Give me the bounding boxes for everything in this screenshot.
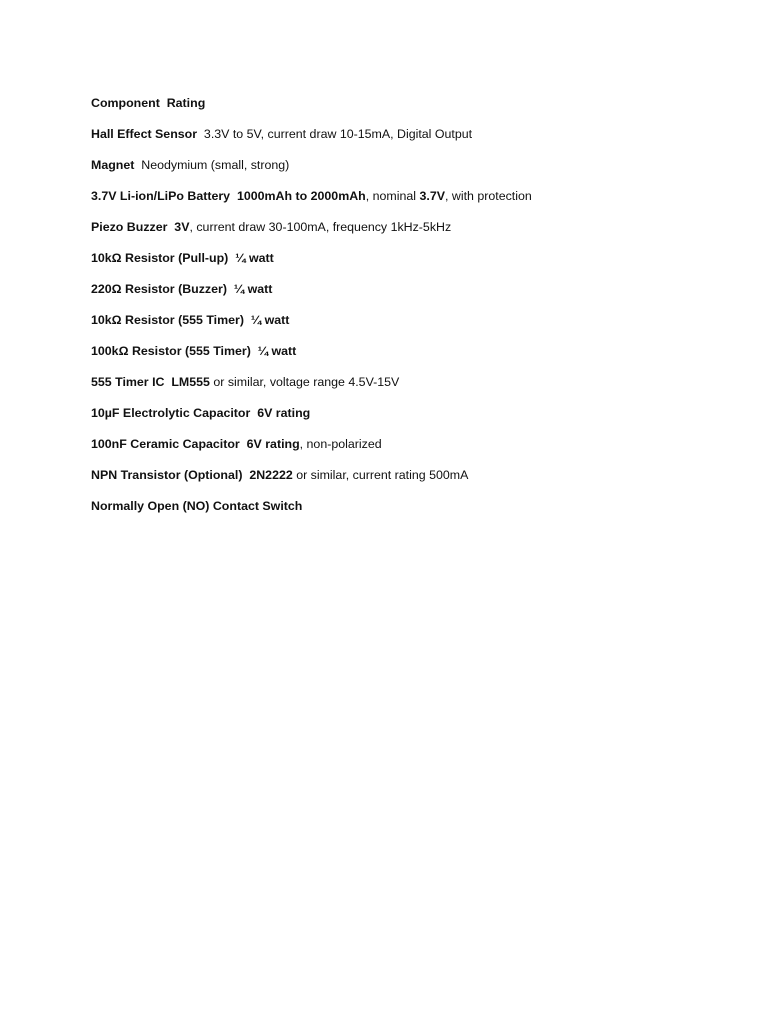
- bold-text-run: 10kΩ Resistor (555 Timer) ¼ watt: [91, 313, 290, 327]
- document-line: [91, 187, 711, 218]
- bold-text-run: Normally Open (NO) Contact Switch: [91, 499, 303, 513]
- text-run: , current draw 30-100mA, frequency 1kHz-5kHz: [189, 220, 452, 234]
- bold-text-run: Hall Effect Sensor: [91, 127, 198, 141]
- bold-text-run: NPN Transistor (Optional) 2N2222: [91, 468, 293, 482]
- bold-text-run: 100kΩ Resistor (555 Timer) ¼ watt: [91, 344, 297, 358]
- document-line: [91, 373, 711, 404]
- text-run: 3.3V to 5V, current draw 10-15mA, Digital Output: [197, 127, 473, 141]
- document-body: [91, 94, 711, 528]
- bold-text-run: Magnet: [91, 158, 135, 172]
- text-run: or similar, current rating 500mA: [292, 468, 469, 482]
- document-line: [91, 280, 711, 311]
- document-line: [91, 466, 711, 497]
- document-line: [91, 218, 711, 249]
- bold-text-run: 3.7V Li-ion/LiPo Battery 1000mAh to 2000mAh: [91, 189, 366, 203]
- text-run: , with protection: [444, 189, 532, 203]
- bold-text-run: 10kΩ Resistor (Pull-up) ¼ watt: [91, 251, 274, 265]
- document-line: [91, 435, 711, 466]
- document-line: [91, 342, 711, 373]
- bold-text-run: 555 Timer IC LM555: [91, 375, 210, 389]
- document-line: [91, 404, 711, 435]
- document-line: [91, 94, 711, 125]
- bold-text-run: 220Ω Resistor (Buzzer) ¼ watt: [91, 282, 273, 296]
- text-run: or similar, voltage range 4.5V-15V: [209, 375, 400, 389]
- document-line: [91, 497, 711, 528]
- text-run: , nominal: [365, 189, 420, 203]
- document-line: [91, 311, 711, 342]
- bold-text-run: 100nF Ceramic Capacitor 6V rating: [91, 437, 300, 451]
- bold-text-run: 10µF Electrolytic Capacitor 6V rating: [91, 406, 311, 420]
- text-run: , non-polarized: [299, 437, 382, 451]
- bold-text-run: Piezo Buzzer 3V: [91, 220, 190, 234]
- document-line: [91, 249, 711, 280]
- bold-text-run: Component Rating: [91, 96, 206, 110]
- document-line: [91, 125, 711, 156]
- bold-text-run: 3.7V: [419, 189, 445, 203]
- text-run: Neodymium (small, strong): [134, 158, 290, 172]
- document-line: [91, 156, 711, 187]
